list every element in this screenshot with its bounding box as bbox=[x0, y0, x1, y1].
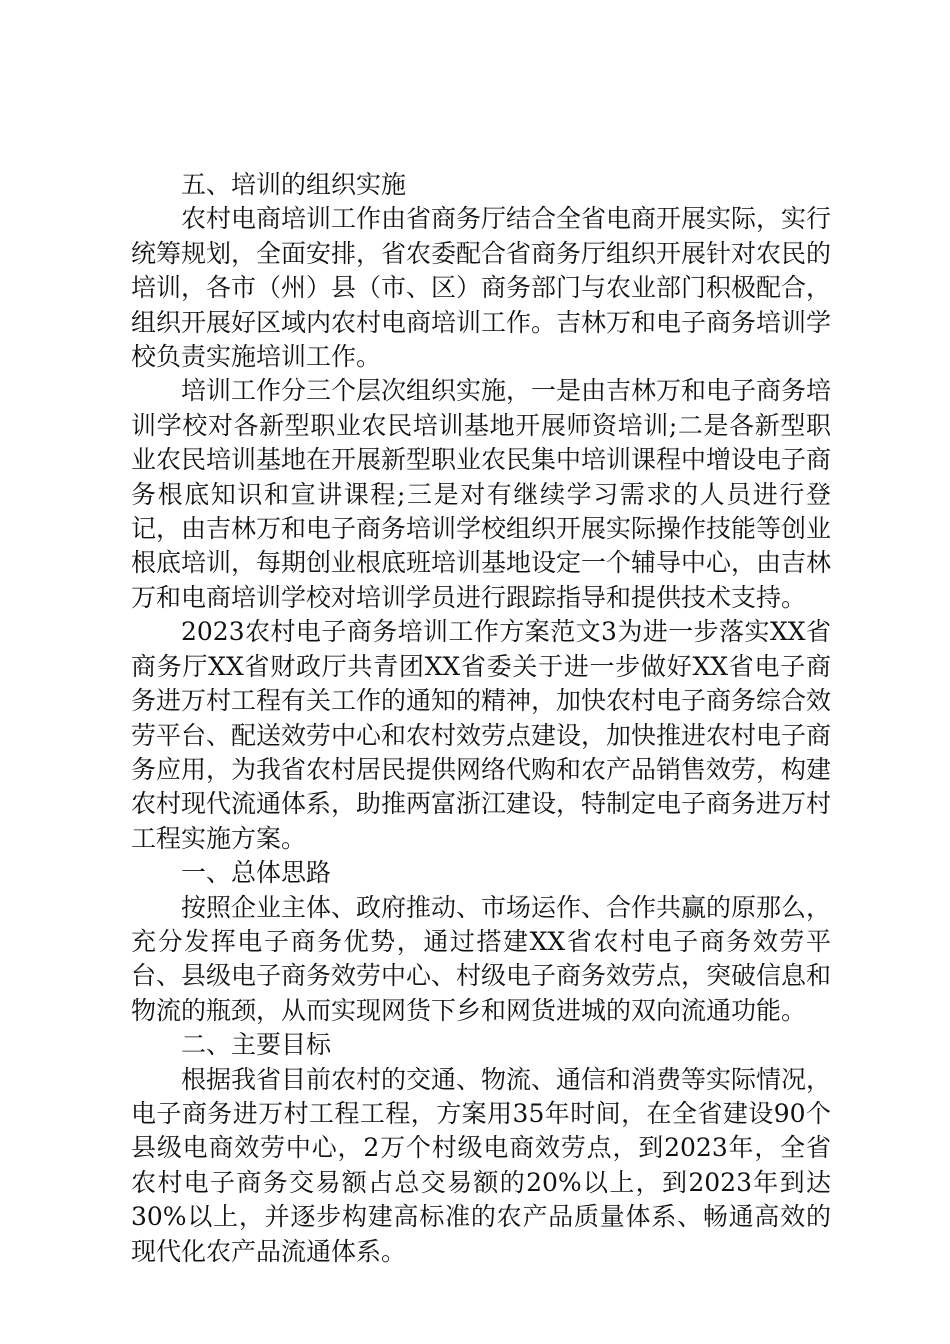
paragraph: 农村电商培训工作由省商务厅结合全省电商开展实际，实行统筹规划，全面安排，省农委配合省商务厅组织开展针对农民的培训，各市（州）县（市、区）商务部门与农业部门积极配合，组织开展好区域内农村电商培训工作。吉林万和电子商务培训学校负责实施培训工作。 bbox=[131, 204, 832, 372]
paragraph: 根据我省目前农村的交通、物流、通信和消费等实际情况，电子商务进万村工程工程，方案用35年时间，在全省建设90个县级电商效劳中心，2万个村级电商效劳点，到2023年，全省农村电子商务交易额占总交易额的20%以上，到2023年到达30%以上，并逐步构建高标准的农产品质量体系、畅通高效的现代化农产品流通体系。 bbox=[131, 1064, 832, 1266]
section-heading-overall-approach: 一、总体思路 bbox=[181, 858, 332, 888]
paragraph: 培训工作分三个层次组织实施，一是由吉林万和电子商务培训学校对各新型职业农民培训基地开展师资培训;二是各新型职业农民培训基地在开展新型职业农民集中培训课程中增设电子商务根底知识和宣讲课程;三是对有继续学习需求的人员进行登记，由吉林万和电子商务培训学校组织开展实际操作技能等创业根底培训，每期创业根底班培训基地设定一个辅导中心，由吉林万和电商培训学校对培训学员进行跟踪指导和提供技术支持。 bbox=[131, 376, 832, 612]
paragraph: 按照企业主体、政府推动、市场运作、合作共赢的原那么，充分发挥电子商务优势，通过搭建XX省农村电子商务效劳平台、县级电子商务效劳中心、村级电子商务效劳点，突破信息和物流的瓶颈，从而实现网货下乡和网货进城的双向流通功能。 bbox=[131, 892, 832, 1025]
paragraph: 2023农村电子商务培训工作方案范文3为进一步落实XX省商务厅XX省财政厅共青团XX省委关于进一步做好XX省电子商务进万村工程有关工作的通知的精神，加快农村电子商务综合效劳平台、配送效劳中心和农村效劳点建设，加快推进农村电子商务应用，为我省农村居民提供网络代购和农产品销售效劳，构建农村现代流通体系，助推两富浙江建设，特制定电子商务进万村工程实施方案。 bbox=[131, 617, 832, 853]
document-body bbox=[131, 168, 831, 1269]
section-heading-implementation: 五、培训的组织实施 bbox=[181, 170, 407, 199]
section-heading-main-goals: 二、主要目标 bbox=[181, 1030, 332, 1060]
